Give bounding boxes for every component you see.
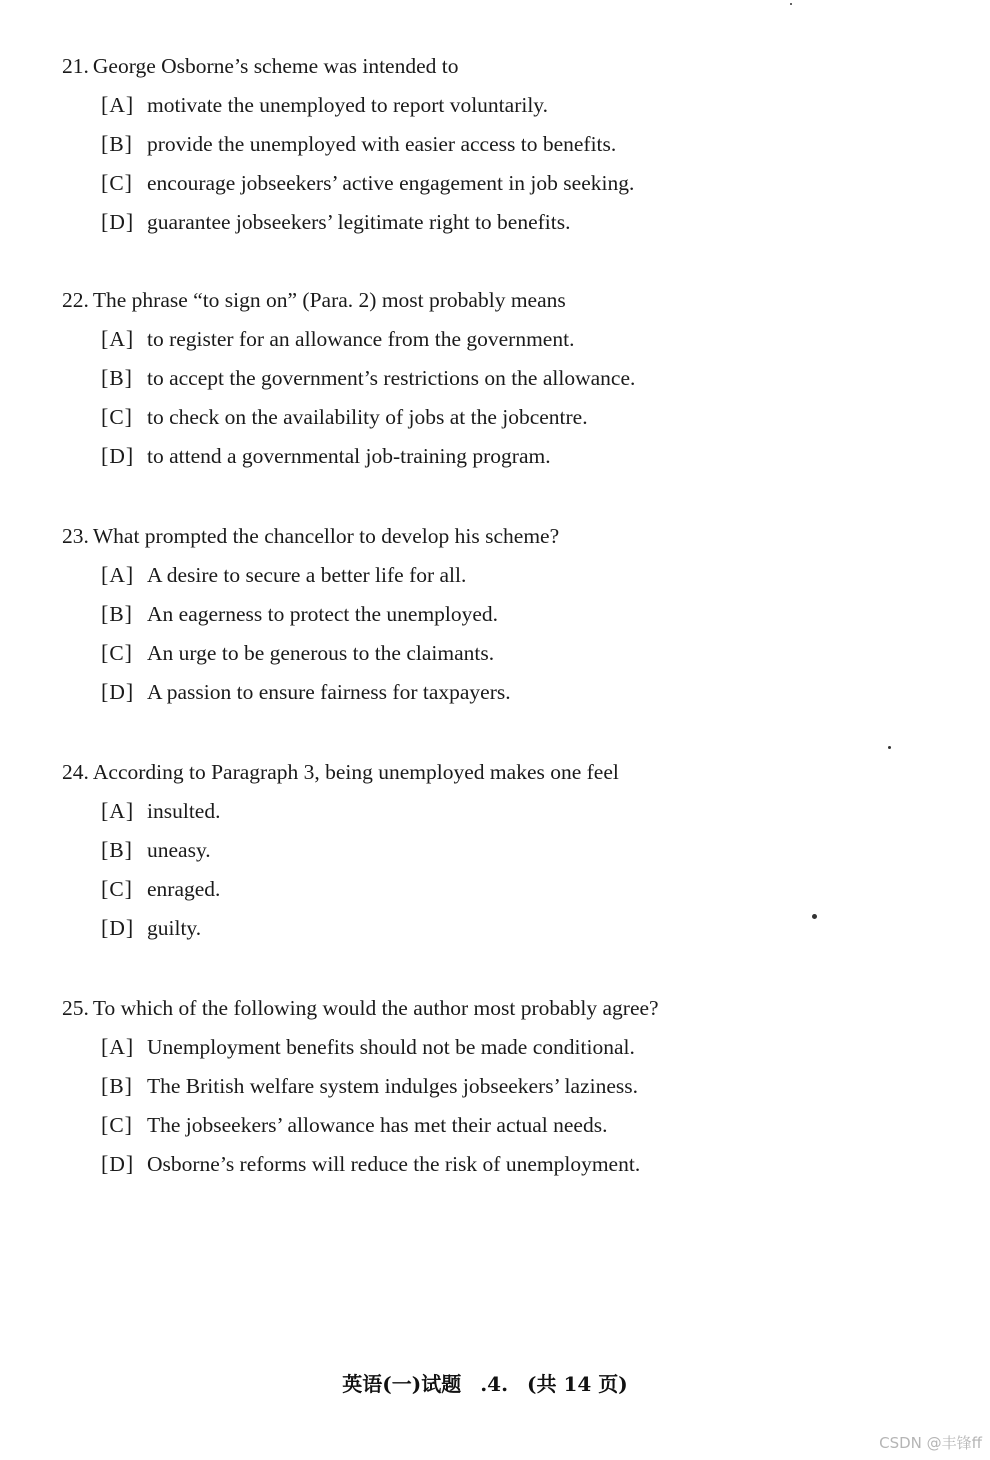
option-text: guilty. xyxy=(147,916,202,940)
option-a xyxy=(62,561,942,589)
option-text: encourage jobseekers’ active engagement in job seeking. xyxy=(147,171,635,195)
option-text: An eagerness to protect the unemployed. xyxy=(147,602,499,626)
option-b xyxy=(62,364,942,392)
option-c xyxy=(62,403,942,431)
question-stem xyxy=(62,522,942,550)
option-list xyxy=(62,561,942,706)
question-text: George Osborne’s scheme was intended to xyxy=(92,54,459,78)
option-d xyxy=(62,208,942,236)
question-24 xyxy=(62,758,942,942)
option-letter: [C] xyxy=(101,876,133,901)
option-c xyxy=(62,1111,942,1139)
question-text: According to Paragraph 3, being unemployed makes one feel xyxy=(92,760,619,784)
option-letter: [A] xyxy=(101,798,135,823)
question-stem xyxy=(62,286,942,314)
watermark: CSDN @丰锋ff xyxy=(879,1434,982,1452)
option-text: to register for an allowance from the government. xyxy=(147,327,575,351)
scan-speck xyxy=(790,3,792,5)
option-d xyxy=(62,442,942,470)
question-text: What prompted the chancellor to develop his scheme? xyxy=(92,524,560,548)
option-letter: [C] xyxy=(101,1112,133,1137)
option-c xyxy=(62,639,942,667)
option-text: A passion to ensure fairness for taxpayers. xyxy=(147,680,511,704)
option-list xyxy=(62,91,942,236)
option-letter: [A] xyxy=(101,1034,135,1059)
option-a xyxy=(62,797,942,825)
footer-total-pages: (共 14 页) xyxy=(527,1372,628,1396)
option-b xyxy=(62,600,942,628)
question-text: The phrase “to sign on” (Para. 2) most probably means xyxy=(92,288,566,312)
question-22 xyxy=(62,286,942,470)
option-letter: [B] xyxy=(101,601,133,626)
option-letter: [C] xyxy=(101,640,133,665)
option-letter: [B] xyxy=(101,365,133,390)
page-footer xyxy=(0,1370,970,1398)
option-text: The British welfare system indulges jobseekers’ laziness. xyxy=(147,1074,638,1098)
option-text: insulted. xyxy=(147,799,221,823)
option-c xyxy=(62,875,942,903)
option-text: provide the unemployed with easier access to benefits. xyxy=(147,132,617,156)
option-b xyxy=(62,130,942,158)
option-letter: [D] xyxy=(101,443,135,468)
option-letter: [B] xyxy=(101,1073,133,1098)
option-text: A desire to secure a better life for all. xyxy=(147,563,467,587)
option-a xyxy=(62,1033,942,1061)
footer-page-number: .4. xyxy=(480,1372,509,1396)
option-list xyxy=(62,797,942,942)
option-text: enraged. xyxy=(147,877,221,901)
option-a xyxy=(62,91,942,119)
option-letter: [D] xyxy=(101,915,135,940)
option-d xyxy=(62,914,942,942)
question-stem xyxy=(62,994,942,1022)
option-list xyxy=(62,325,942,470)
option-letter: [A] xyxy=(101,326,135,351)
option-text: Unemployment benefits should not be made conditional. xyxy=(147,1035,635,1059)
option-c xyxy=(62,169,942,197)
option-text: Osborne’s reforms will reduce the risk of unemployment. xyxy=(147,1152,641,1176)
option-letter: [C] xyxy=(101,170,133,195)
option-text: The jobseekers’ allowance has met their actual needs. xyxy=(147,1113,608,1137)
option-letter: [C] xyxy=(101,404,133,429)
option-text: uneasy. xyxy=(147,838,211,862)
scan-speck xyxy=(888,746,891,749)
scan-speck xyxy=(812,914,817,919)
question-25 xyxy=(62,994,942,1178)
footer-subject: 英语(一)试题 xyxy=(342,1372,462,1396)
question-23 xyxy=(62,522,942,706)
option-text: An urge to be generous to the claimants. xyxy=(147,641,495,665)
option-b xyxy=(62,836,942,864)
option-a xyxy=(62,325,942,353)
question-number: 22. xyxy=(62,288,89,312)
question-stem xyxy=(62,52,942,80)
option-d xyxy=(62,678,942,706)
option-letter: [B] xyxy=(101,131,133,156)
option-letter: [D] xyxy=(101,679,135,704)
question-21 xyxy=(62,52,942,236)
option-b xyxy=(62,1072,942,1100)
option-letter: [D] xyxy=(101,1151,135,1176)
option-letter: [A] xyxy=(101,562,135,587)
question-number: 23. xyxy=(62,524,89,548)
option-text: to attend a governmental job-training program. xyxy=(147,444,551,468)
option-text: guarantee jobseekers’ legitimate right to benefits. xyxy=(147,210,571,234)
option-text: motivate the unemployed to report voluntarily. xyxy=(147,93,549,117)
option-letter: [D] xyxy=(101,209,135,234)
question-number: 21. xyxy=(62,54,89,78)
option-letter: [A] xyxy=(101,92,135,117)
option-list xyxy=(62,1033,942,1178)
option-d xyxy=(62,1150,942,1178)
question-number: 25. xyxy=(62,996,89,1020)
option-letter: [B] xyxy=(101,837,133,862)
option-text: to check on the availability of jobs at the jobcentre. xyxy=(147,405,588,429)
question-number: 24. xyxy=(62,760,89,784)
question-stem xyxy=(62,758,942,786)
option-text: to accept the government’s restrictions on the allowance. xyxy=(147,366,636,390)
question-text: To which of the following would the author most probably agree? xyxy=(92,996,659,1020)
